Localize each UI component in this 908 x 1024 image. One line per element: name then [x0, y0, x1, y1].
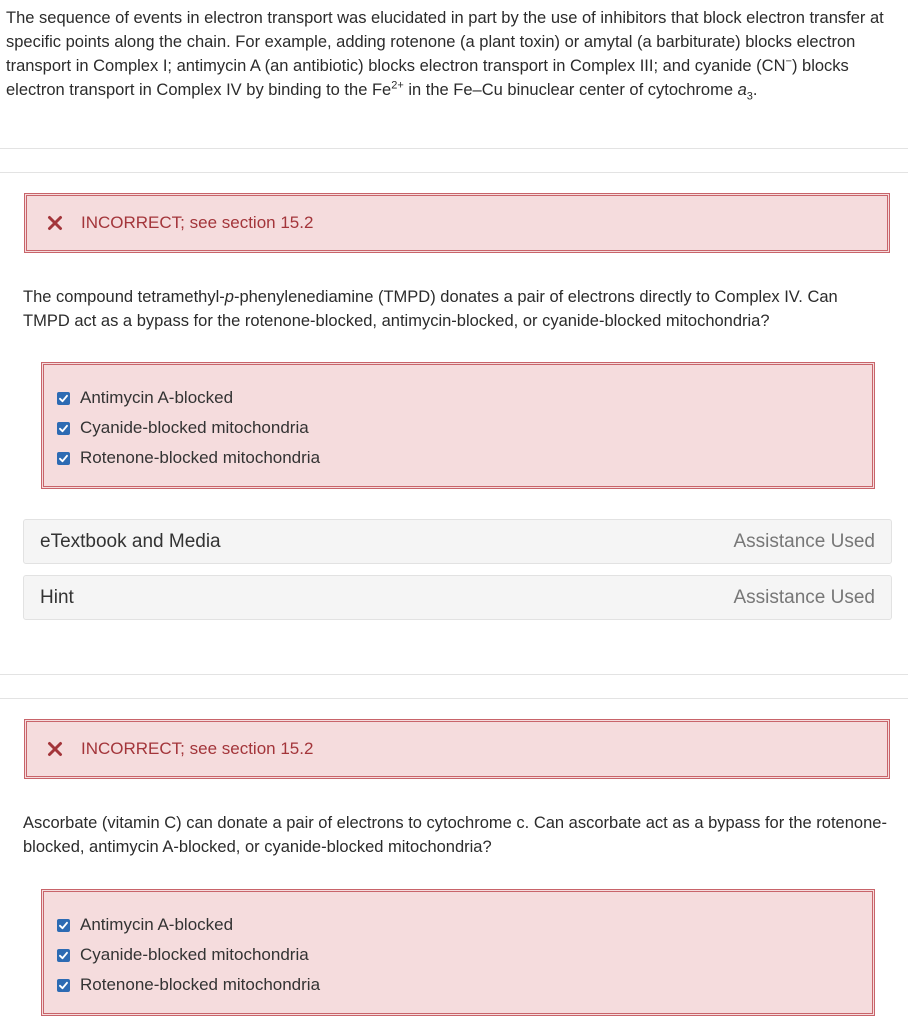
incorrect-x-icon	[47, 215, 63, 231]
assistance-status: Assistance Used	[733, 531, 875, 552]
answer-label: Antimycin A-blocked	[80, 915, 234, 934]
resource-title[interactable]: Hint	[40, 587, 74, 608]
checkbox-checked-icon[interactable]	[57, 979, 70, 992]
answer-label: Rotenone-blocked mitochondria	[80, 448, 321, 467]
fe-superscript: 2+	[391, 79, 404, 92]
question1-feedback-banner	[24, 193, 890, 253]
cytochrome-a: a	[737, 81, 747, 99]
divider	[0, 698, 908, 699]
answer-option[interactable]	[57, 914, 233, 936]
divider	[0, 172, 908, 173]
answer-option[interactable]	[57, 447, 320, 469]
checkbox-checked-icon[interactable]	[57, 422, 70, 435]
answer-option[interactable]	[57, 387, 233, 409]
answer-label: Antimycin A-blocked	[80, 388, 234, 407]
checkbox-checked-icon[interactable]	[57, 949, 70, 962]
question1-answer-box	[41, 362, 875, 489]
intro-text-4: .	[752, 81, 758, 99]
question2-answer-box	[41, 889, 875, 1016]
answer-option[interactable]	[57, 944, 309, 966]
incorrect-x-icon	[47, 741, 63, 757]
prompt-text: -phenylenediamine (TMPD) donates a pair of electrons directly to Complex IV. Can TMPD act as a bypass for the rotenone-blocked, antimycin-blocked, or cyanide-blocked mitochondria?	[23, 288, 838, 330]
cytochrome-a-subscript: 3	[746, 90, 753, 103]
answer-label: Cyanide-blocked mitochondria	[80, 945, 309, 964]
checkbox-checked-icon[interactable]	[57, 392, 70, 405]
divider	[0, 674, 908, 675]
prompt-text: The compound tetramethyl-	[23, 288, 225, 306]
feedback-text: INCORRECT; see section 15.2	[81, 739, 314, 758]
answer-label: Rotenone-blocked mitochondria	[80, 975, 321, 994]
resource-title[interactable]: eTextbook and Media	[40, 531, 221, 552]
divider	[0, 148, 908, 149]
intro-text-1: The sequence of events in electron transport was elucidated in part by the use of inhibitors that block electron transfer at specific points along the chain. For example, adding rotenone (a plant toxin) or amytal (a barbiturate) blocks electron transport in Complex I; antimycin A (an antibiotic) blocks electron transport in Complex III; and cyanide (CN	[6, 9, 884, 75]
prompt-italic: p	[224, 288, 234, 306]
feedback-text: INCORRECT; see section 15.2	[81, 213, 314, 232]
question1-prompt	[23, 285, 888, 333]
intro-text-3: in the Fe–Cu binuclear center of cytochrome	[403, 81, 738, 99]
cn-superscript: −	[785, 55, 792, 68]
etextbook-media-panel[interactable]	[23, 519, 892, 564]
intro-paragraph	[6, 6, 886, 102]
answer-label: Cyanide-blocked mitochondria	[80, 418, 309, 437]
question2-feedback-banner	[24, 719, 890, 779]
checkbox-checked-icon[interactable]	[57, 919, 70, 932]
checkbox-checked-icon[interactable]	[57, 452, 70, 465]
assistance-status: Assistance Used	[733, 587, 875, 608]
question2-prompt: Ascorbate (vitamin C) can donate a pair of electrons to cytochrome c. Can ascorbate act as a bypass for the rotenone-blocked, antimycin A-blocked, or cyanide-blocked mitochondria?	[23, 814, 887, 856]
answer-option[interactable]	[57, 974, 320, 996]
hint-panel[interactable]	[23, 575, 892, 620]
intro-text-2: ) blocks electron transport in Complex IV by binding to the Fe	[6, 57, 849, 99]
answer-option[interactable]	[57, 417, 309, 439]
